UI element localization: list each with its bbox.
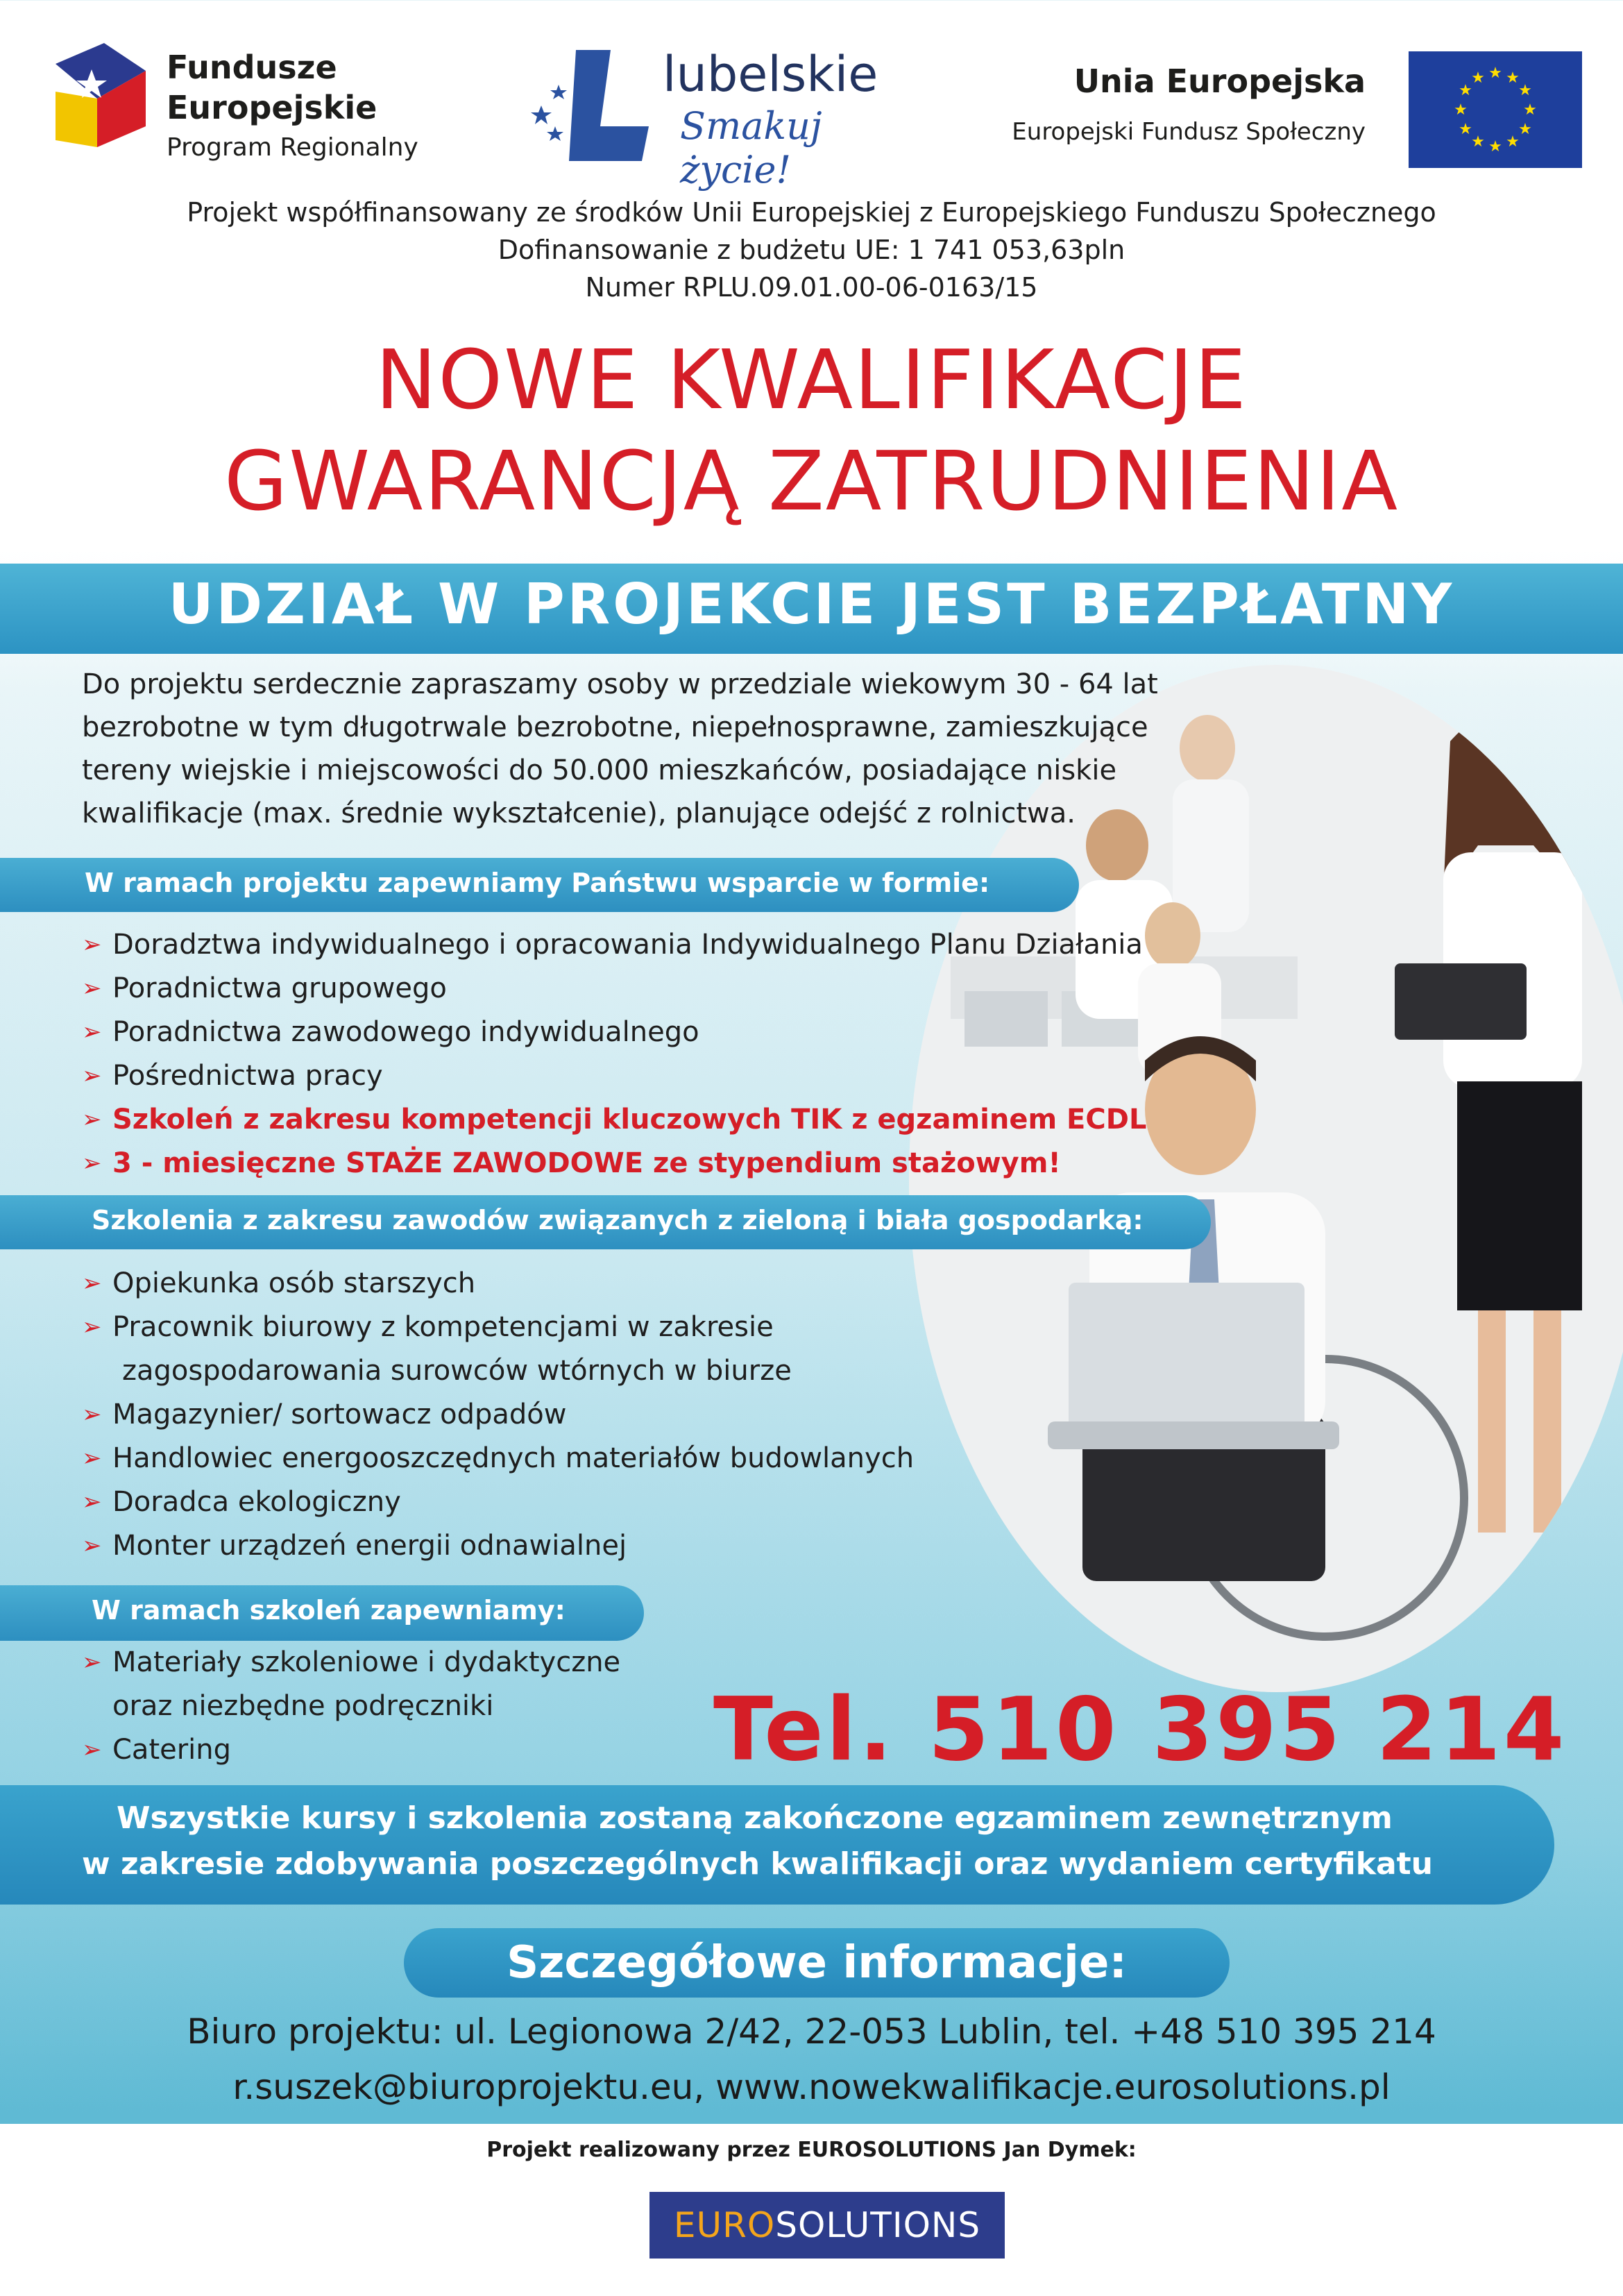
list-item-text: Pracownik biurowy z kompetencjami w zakresie [112,1311,774,1343]
invitation-line: kwalifikacje (max. średnie wykształcenie), planujące odejść z rolnictwa. [82,797,1076,829]
arrow-right-icon: ➢ [82,1648,102,1676]
arrow-right-icon: ➢ [82,1106,102,1133]
arrow-right-icon: ➢ [82,1062,102,1090]
support-list [82,923,1146,1185]
certificate-line1: Wszystkie kursy i szkolenia zostaną zakończone egzaminem zewnętrznym [117,1800,1393,1836]
list-item-text: Magazynier/ sortowacz odpadów [112,1399,567,1430]
eu-flag-icon [1409,51,1582,168]
certificate-line2: w zakresie zdobywania poszczególnych kwalifikacji oraz wydaniem certyfikatu [82,1846,1433,1882]
office-address: Biuro projektu: ul. Legionowa 2/42, 22-053 Lublin, tel. +48 510 395 214 [187,2011,1436,2052]
list-item-continuation [82,1685,620,1728]
svg-text:★: ★ [1454,101,1468,119]
list-item-text: Szkoleń z zakresu kompetencji kluczowych TIK z egzaminem ECDL [112,1104,1147,1136]
invitation-line: tereny wiejskie i miejscowości do 50.000 mieszkańców, posiadające niskie [82,754,1117,786]
arrow-right-icon: ➢ [82,1018,102,1046]
list-item [82,1054,1146,1098]
project-number-text: Numer RPLU.09.01.00-06-0163/15 [585,272,1038,303]
lubelskie-mark-icon [527,43,659,168]
green-economy-heading-text: Szkolenia z zakresu zawodów związanych z zieloną i biała gospodarką: [92,1205,1144,1235]
svg-text:★: ★ [1459,82,1472,99]
green-economy-heading [0,1195,1211,1249]
support-heading-text: W ramach projektu zapewniamy Państwu wsparcie w formie: [85,868,990,898]
fe-logo-line2: Europejskie [167,89,377,126]
list-item [82,1306,914,1349]
list-item-text: Materiały szkoleniowe i dydaktyczne [112,1646,621,1678]
eurosolutions-logo-part1: EURO [673,2205,776,2245]
list-item [82,1262,914,1306]
list-item [82,967,1146,1011]
funding-amount-text: Dofinansowanie z budżetu UE: 1 741 053,63pln [498,235,1125,265]
list-item-text: Doradztwa indywidualnego i opracowania Indywidualnego Planu Działania [112,929,1143,961]
list-item-text: zagospodarowania surowców wtórnych w biurze [122,1355,792,1387]
free-participation-text: UDZIAŁ W PROJEKCIE JEST BEZPŁATNY [168,572,1455,636]
svg-text:★: ★ [1488,65,1502,82]
svg-text:★: ★ [1523,101,1537,119]
arrow-right-icon: ➢ [82,1401,102,1428]
svg-text:★: ★ [1518,121,1532,138]
fundusze-europejskie-logo [56,33,444,172]
unia-europejska-logo [1012,51,1582,169]
list-item-text: Opiekunka osób starszych [112,1267,476,1299]
list-item [82,1641,620,1685]
main-title-line2: GWARANCJĄ ZATRUDNIENIA [223,433,1400,529]
list-item [82,1098,1146,1142]
list-item [82,1437,914,1480]
svg-text:★: ★ [1488,138,1502,155]
svg-text:★: ★ [1471,69,1485,87]
cofinancing-text: Projekt współfinansowany ze środków Unii Europejskiej z Europejskiego Funduszu Społecznego [187,197,1436,228]
phone-number: Tel. 510 395 214 [713,1678,1567,1780]
list-item-text: Handlowiec energooszczędnych materiałów budowlanych [112,1442,915,1474]
realized-by-text: Projekt realizowany przez EUROSOLUTIONS Jan Dymek: [486,2138,1137,2162]
list-item-text: oraz niezbędne podręczniki [112,1690,494,1722]
list-item-text: Poradnictwa zawodowego indywidualnego [112,1016,699,1048]
svg-text:★: ★ [1459,121,1472,138]
arrow-right-icon: ➢ [82,1444,102,1472]
eurosolutions-logo [649,2192,1005,2259]
list-item-text: Poradnictwa grupowego [112,972,447,1004]
training-list [82,1641,620,1772]
invitation-line: Do projektu serdecznie zapraszamy osoby w przedziale wiekowym 30 - 64 lat [82,668,1158,700]
arrow-right-icon: ➢ [82,1736,102,1764]
list-item-text: 3 - miesięczne STAŻE ZAWODOWE ze stypendium stażowym! [112,1147,1061,1179]
ue-logo-line1: Unia Europejska [1073,62,1366,100]
lubelskie-slogan: Smakuj życie! [680,104,822,192]
list-item-continuation [82,1349,914,1393]
eurosolutions-logo-part2: SOLUTIONS [775,2205,981,2245]
list-item [82,1480,914,1524]
main-title-line1: NOWE KWALIFIKACJE [375,332,1248,428]
svg-text:★: ★ [1506,69,1520,87]
list-item [82,1524,914,1568]
list-item [82,1011,1146,1054]
invitation-paragraph [82,663,1227,835]
fundusze-europejskie-mark-icon [56,43,146,147]
training-heading [0,1585,644,1641]
list-item [82,1142,1146,1185]
lubelskie-logo [527,43,916,192]
arrow-right-icon: ➢ [82,974,102,1002]
list-item [82,1728,620,1772]
green-economy-list [82,1262,914,1568]
arrow-right-icon: ➢ [82,1532,102,1560]
svg-text:★: ★ [1518,82,1532,99]
arrow-right-icon: ➢ [82,1488,102,1516]
list-item-text: Doradca ekologiczny [112,1486,401,1518]
arrow-right-icon: ➢ [82,1149,102,1177]
training-heading-text: W ramach szkoleń zapewniamy: [92,1595,566,1626]
details-heading: Szczegółowe informacje: [404,1928,1230,1998]
lubelskie-name: lubelskie [663,46,878,103]
ue-logo-line2: Europejski Fundusz Społeczny [1012,118,1366,146]
arrow-right-icon: ➢ [82,1269,102,1297]
fe-logo-line3: Program Regionalny [167,133,418,162]
list-item-text: Pośrednictwa pracy [112,1060,383,1092]
list-item [82,1393,914,1437]
list-item [82,923,1146,967]
list-item-text: Catering [112,1734,232,1766]
svg-text:★: ★ [1506,133,1520,151]
fe-logo-line1: Fundusze [167,49,337,86]
arrow-right-icon: ➢ [82,931,102,959]
support-heading [0,858,1079,912]
invitation-line: bezrobotne w tym długotrwale bezrobotne, niepełnosprawne, zamieszkujące [82,711,1148,743]
contact-links: r.suszek@biuroprojektu.eu, www.nowekwalifikacje.eurosolutions.pl [232,2067,1391,2107]
list-item-text: Monter urządzeń energii odnawialnej [112,1530,627,1562]
arrow-right-icon: ➢ [82,1313,102,1341]
svg-text:★: ★ [1471,133,1485,151]
